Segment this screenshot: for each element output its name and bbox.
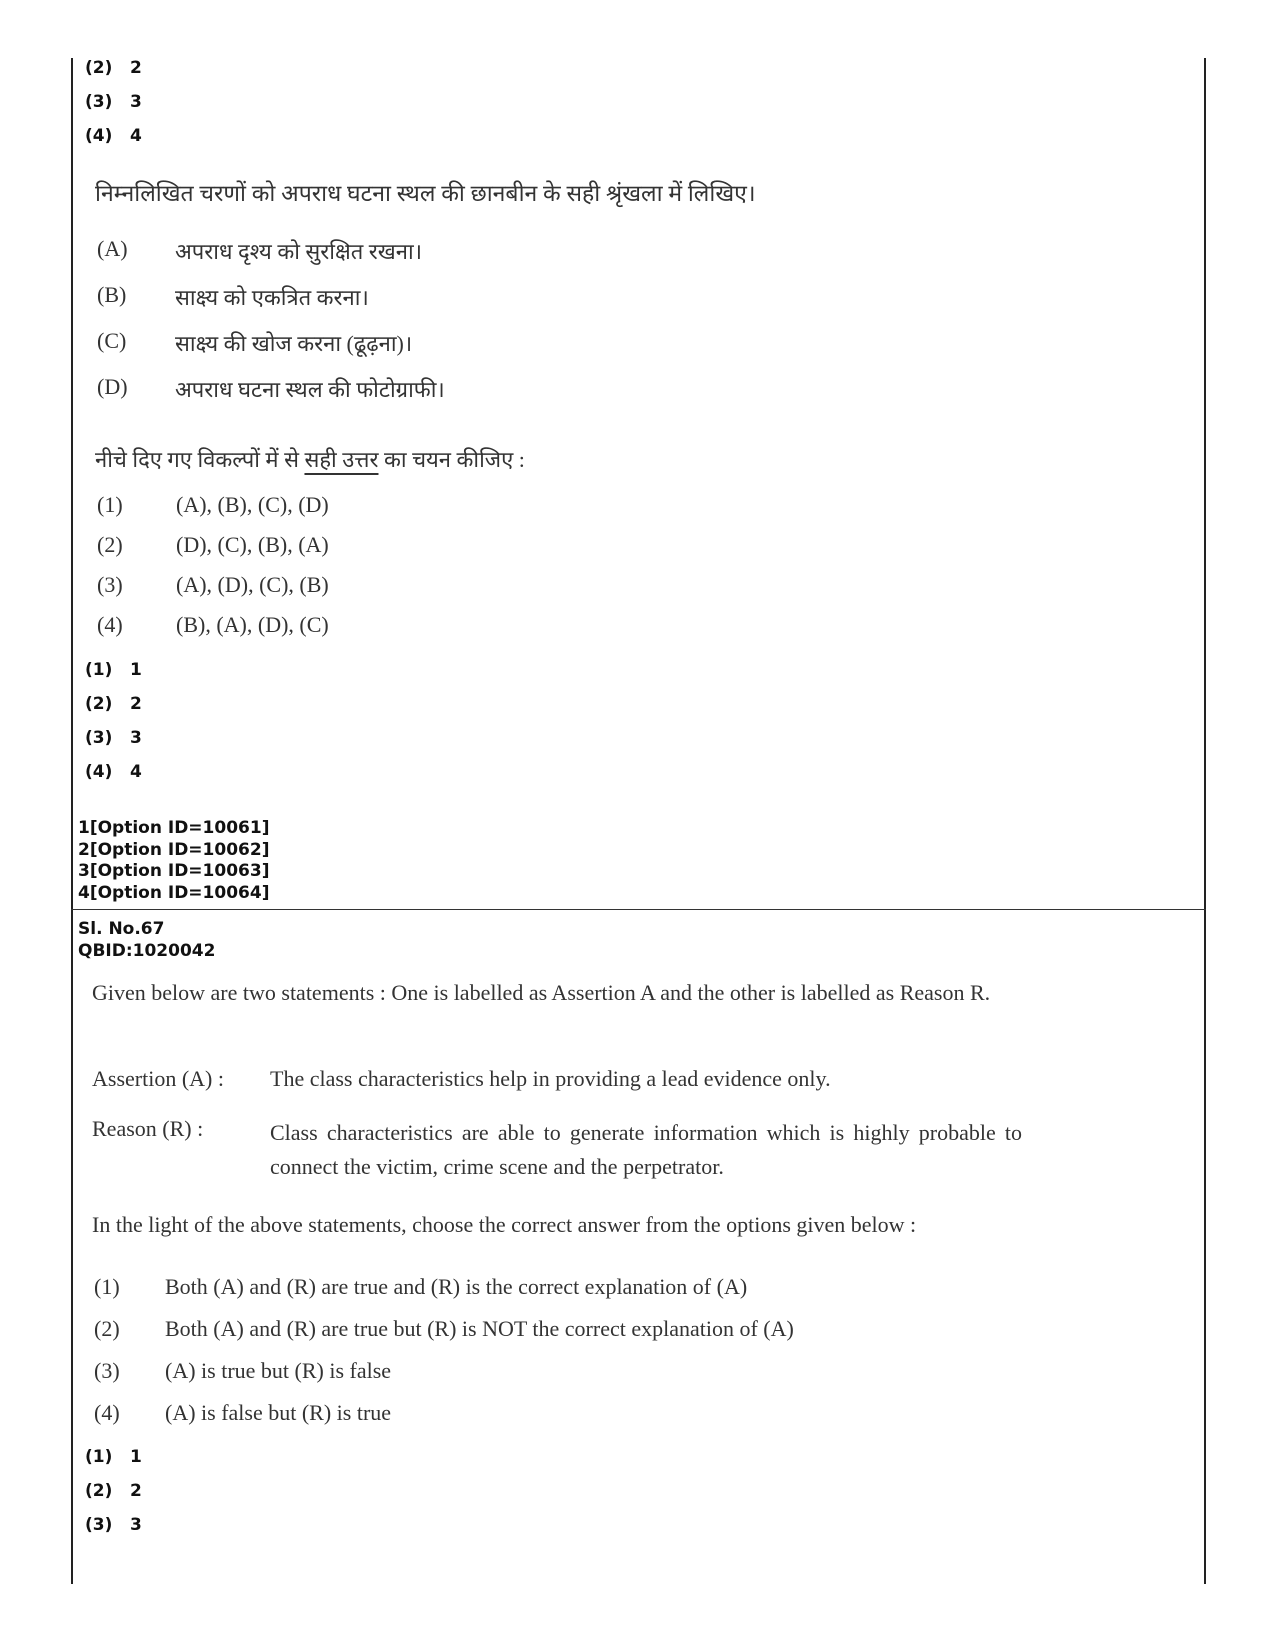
answer-choice-label: (3)	[85, 728, 113, 748]
q67-option-label: (4)	[94, 1400, 120, 1425]
q66-statement-label: (A)	[97, 236, 128, 261]
answer-choice-value: 3	[130, 92, 142, 112]
q66-instruction-prefix: नीचे दिए गए विकल्पों में से	[95, 447, 299, 472]
answer-choice[interactable]	[85, 1481, 142, 1501]
answer-choice[interactable]	[85, 1447, 142, 1467]
option-id: 1[Option ID=10061]	[78, 818, 270, 838]
answer-choice-value: 3	[130, 728, 142, 748]
q67-option-text: Both (A) and (R) are true and (R) is the correct explanation of (A)	[165, 1274, 748, 1299]
answer-choice-label: (4)	[85, 126, 113, 146]
answer-choice-label: (3)	[85, 1515, 113, 1535]
serial-number: Sl. No.67	[78, 919, 165, 939]
left-border	[71, 58, 73, 1584]
q66-option-label: (1)	[97, 492, 123, 517]
answer-choice[interactable]	[85, 762, 142, 782]
q67-option-text: Both (A) and (R) are true but (R) is NOT the correct explanation of (A)	[165, 1316, 794, 1341]
answer-choice[interactable]	[85, 1515, 142, 1535]
answer-choice-label: (2)	[85, 1481, 113, 1501]
answer-choice-value: 2	[130, 1481, 142, 1501]
answer-choice-label: (2)	[85, 58, 113, 78]
answer-choice-label: (4)	[85, 762, 113, 782]
answer-choice-label: (1)	[85, 1447, 113, 1467]
q66-instruction-suffix: का चयन कीजिए :	[383, 447, 525, 472]
q66-option-text: (D), (C), (B), (A)	[176, 532, 329, 557]
answer-choice-value: 1	[130, 1447, 142, 1467]
answer-choice-value: 4	[130, 126, 142, 146]
q66-option-text: (B), (A), (D), (C)	[176, 612, 329, 637]
answer-choice[interactable]	[85, 126, 142, 146]
option-id-list	[78, 818, 269, 904]
answer-choice-value: 4	[130, 762, 142, 782]
reason-text: Class characteristics are able to generate information which is highly probable to connect the victim, crime scene and the perpetrator.	[270, 1120, 1022, 1179]
answer-choice[interactable]	[85, 58, 142, 78]
q66-statement-label: (D)	[97, 374, 128, 399]
question-divider	[71, 909, 1206, 910]
answer-choice-value: 1	[130, 660, 142, 680]
answer-choice[interactable]	[85, 728, 142, 748]
option-id: 2[Option ID=10062]	[78, 839, 270, 860]
q67-option-text: (A) is true but (R) is false	[165, 1358, 392, 1383]
answer-choice[interactable]	[85, 694, 142, 714]
q66-statement-text: साक्ष्य की खोज करना (ढूढ़ना)।	[175, 331, 413, 356]
q66-statement-text: अपराध घटना स्थल की फोटोग्राफी।	[175, 377, 445, 402]
q66-option-text: (A), (B), (C), (D)	[176, 492, 329, 517]
assertion-label: Assertion (A) :	[92, 1066, 224, 1091]
q66-instruction	[95, 444, 525, 474]
q67-intro: Given below are two statements : One is labelled as Assertion A and the other is labelled as Reason R.	[92, 980, 991, 1005]
answer-choice-value: 3	[130, 1515, 142, 1535]
question-meta	[78, 918, 215, 962]
q67-option-label: (1)	[94, 1274, 120, 1299]
q67-instruction: In the light of the above statements, choose the correct answer from the options given below :	[92, 1212, 917, 1237]
q66-option-text: (A), (D), (C), (B)	[176, 572, 329, 597]
reason-label: Reason (R) :	[92, 1116, 204, 1141]
answer-choice-label: (2)	[85, 694, 113, 714]
right-border	[1204, 58, 1206, 1584]
answer-choice-value: 2	[130, 694, 142, 714]
option-id: 4[Option ID=10064]	[78, 882, 270, 903]
q66-option-label: (3)	[97, 572, 123, 597]
q66-statement-text: साक्ष्य को एकत्रित करना।	[175, 285, 369, 310]
answer-choice[interactable]	[85, 660, 142, 680]
assertion-text: The class characteristics help in providing a lead evidence only.	[270, 1066, 831, 1091]
qbid: QBID:1020042	[78, 941, 216, 961]
q66-statement-text: अपराध दृश्य को सुरक्षित रखना।	[175, 239, 423, 264]
option-id: 3[Option ID=10063]	[78, 861, 270, 881]
answer-choice-value: 2	[130, 58, 142, 78]
q67-option-label: (2)	[94, 1316, 120, 1341]
q66-statement-label: (C)	[97, 328, 127, 353]
q66-statement-label: (B)	[97, 282, 127, 307]
q66-instruction-underlined: सही उत्तर	[304, 447, 379, 472]
answer-choice-label: (3)	[85, 92, 113, 112]
answer-choice[interactable]	[85, 92, 142, 112]
q67-option-text: (A) is false but (R) is true	[165, 1400, 392, 1425]
q67-option-label: (3)	[94, 1358, 120, 1383]
answer-choice-label: (1)	[85, 660, 113, 680]
q66-option-label: (4)	[97, 612, 123, 637]
q66-question-text: निम्नलिखित चरणों को अपराध घटना स्थल की छानबीन के सही श्रृंखला में लिखिए।	[95, 181, 756, 206]
q66-option-label: (2)	[97, 532, 123, 557]
